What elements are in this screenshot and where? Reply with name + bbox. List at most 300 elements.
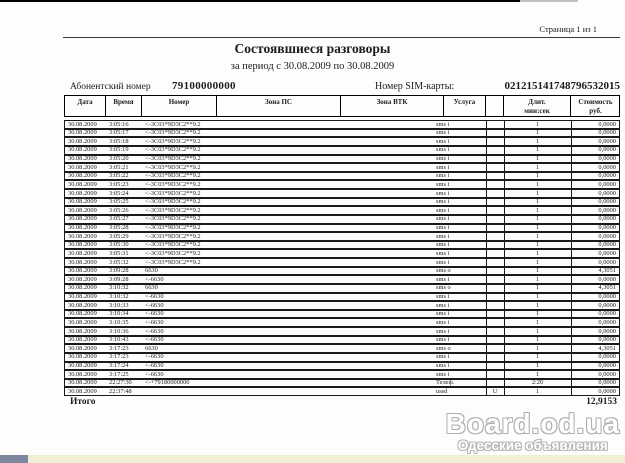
row-divider <box>504 276 505 283</box>
table-rows <box>64 120 620 396</box>
report-title: Состоявшиеся разговоры <box>234 41 391 56</box>
cell-duration: 1 <box>535 362 540 370</box>
row-divider <box>504 363 505 370</box>
cell-time: 3:09:28 <box>109 275 129 283</box>
row-divider <box>486 156 487 163</box>
row-divider <box>571 371 572 378</box>
scan-top-edge <box>0 0 520 2</box>
cell-time: 3:05:29 <box>109 232 129 240</box>
table-row <box>64 241 620 250</box>
table-row <box>64 327 620 336</box>
cell-date: 30.08.2009 <box>68 344 97 352</box>
cell-time: 3:17:23 <box>109 353 129 361</box>
row-divider <box>571 138 572 145</box>
cell-time: 3:05:16 <box>109 120 129 128</box>
cell-duration: 1 <box>535 232 540 240</box>
row-divider <box>571 302 572 309</box>
cell-cost: 0,0000 <box>598 137 616 145</box>
row-divider <box>571 345 572 352</box>
cell-cost: 4,3051 <box>598 344 616 352</box>
cell-cost: 0,0000 <box>598 387 616 395</box>
row-divider <box>504 147 505 154</box>
row-divider <box>571 225 572 232</box>
cell-number: <-6630 <box>145 362 164 370</box>
row-divider <box>486 354 487 361</box>
cell-duration: 1 <box>535 267 540 275</box>
row-divider <box>571 328 572 335</box>
subscriber-number-label: Абонентский номер <box>70 82 151 92</box>
cell-service: sms i <box>436 180 450 188</box>
col-header-zone-vtk: Зона ВТК <box>341 96 444 116</box>
cell-cost: 0,0000 <box>598 327 616 335</box>
cell-duration: 1 <box>535 137 540 145</box>
table-row <box>64 310 620 319</box>
col-header-time: Время <box>106 96 142 116</box>
table-row <box>64 284 620 293</box>
table-row <box>64 362 620 371</box>
row-divider <box>571 337 572 344</box>
cell-number: <-3C03*9D3C2**9.2 <box>145 258 201 266</box>
cell-time: 3:05:20 <box>109 155 129 163</box>
table-row <box>64 301 620 310</box>
cell-number: <-+79180000000 <box>145 379 190 387</box>
cell-duration: 1 <box>535 155 540 163</box>
row-divider <box>571 233 572 240</box>
row-divider <box>571 156 572 163</box>
cell-service: sms i <box>436 293 450 301</box>
cell-date: 30.08.2009 <box>68 215 97 223</box>
cell-date: 30.08.2009 <box>68 301 97 309</box>
row-divider <box>486 388 487 395</box>
cell-number: <-3C03*9D3C2**9.2 <box>145 249 201 257</box>
page-number-label: Страница 1 из 1 <box>539 24 597 34</box>
table-row <box>64 370 620 379</box>
cell-number: <-3C03*9D3C2**9.2 <box>145 198 201 206</box>
row-divider <box>504 121 505 128</box>
row-divider <box>504 199 505 206</box>
cell-number: <-6630 <box>145 275 164 283</box>
cell-time: 3:10:35 <box>109 318 129 326</box>
row-divider <box>504 302 505 309</box>
row-divider <box>504 207 505 214</box>
cell-service: sms o <box>436 284 451 292</box>
cell-duration: 1 <box>535 198 540 206</box>
cell-cost: 0,0000 <box>598 301 616 309</box>
cell-time: 3:05:21 <box>109 163 129 171</box>
cell-number: <-6630 <box>145 327 164 335</box>
cell-time: 3:05:25 <box>109 198 129 206</box>
cell-date: 30.08.2009 <box>68 172 97 180</box>
row-divider <box>486 242 487 249</box>
row-divider <box>571 268 572 275</box>
row-divider <box>486 147 487 154</box>
cell-cost: 0,0000 <box>598 232 616 240</box>
row-divider <box>504 164 505 171</box>
cell-date: 30.08.2009 <box>68 258 97 266</box>
row-divider <box>486 345 487 352</box>
bottom-strip <box>0 455 625 463</box>
table-row <box>64 353 620 362</box>
cell-date: 30.08.2009 <box>68 180 97 188</box>
cell-date: 30.08.2009 <box>68 137 97 145</box>
table-row <box>64 206 620 215</box>
cell-cost: 4,3051 <box>598 267 616 275</box>
cell-time: 3:05:32 <box>109 258 129 266</box>
cell-date: 30.08.2009 <box>68 206 97 214</box>
table-row <box>64 387 620 396</box>
row-divider <box>504 380 505 387</box>
cell-cost: 4,3051 <box>598 284 616 292</box>
cell-duration: 1 <box>535 241 540 249</box>
cell-number: <-3C03*9D3C2**9.2 <box>145 189 201 197</box>
row-divider <box>504 242 505 249</box>
cell-service: sms i <box>436 318 450 326</box>
cell-service: sms i <box>436 310 450 318</box>
cell-service: sms i <box>436 155 450 163</box>
cell-number: <-6630 <box>145 301 164 309</box>
row-divider <box>571 250 572 257</box>
row-divider <box>486 259 487 266</box>
row-divider <box>571 207 572 214</box>
cell-duration: 1 <box>535 180 540 188</box>
table-row <box>64 155 620 164</box>
cell-number: 6630 <box>145 267 158 275</box>
row-divider <box>486 121 487 128</box>
cell-time: 3:05:18 <box>109 137 129 145</box>
cell-duration: 1 <box>535 387 540 395</box>
cell-number: <-6630 <box>145 318 164 326</box>
cell-number: <-3C03*9D3C2**9.2 <box>145 224 201 232</box>
cell-service: sms i <box>436 258 450 266</box>
table-row <box>64 129 620 138</box>
cell-number: <-3C03*9D3C2**9.2 <box>145 129 201 137</box>
cell-number: <-3C03*9D3C2**9.2 <box>145 172 201 180</box>
row-divider <box>571 276 572 283</box>
cell-service: Телеф. <box>436 379 455 387</box>
row-divider <box>504 354 505 361</box>
cell-service: sms i <box>436 362 450 370</box>
row-divider <box>486 181 487 188</box>
cell-time: 3:10:34 <box>109 310 129 318</box>
cell-duration: 1 <box>535 275 540 283</box>
cell-date: 30.08.2009 <box>68 155 97 163</box>
cell-date: 30.08.2009 <box>68 189 97 197</box>
cell-cost: 0,0000 <box>598 120 616 128</box>
cell-time: 3:05:19 <box>109 146 129 154</box>
cell-duration: 2:20 <box>531 379 544 387</box>
table-row <box>64 336 620 345</box>
table-row <box>64 163 620 172</box>
row-divider <box>504 319 505 326</box>
cell-duration: 1 <box>535 293 540 301</box>
cell-date: 30.08.2009 <box>68 120 97 128</box>
col-header-number: Номер <box>142 96 217 116</box>
cell-service: sms i <box>436 249 450 257</box>
cell-number: <-6630 <box>145 336 164 344</box>
cell-service: sms o <box>436 267 451 275</box>
cell-date: 30.08.2009 <box>68 249 97 257</box>
row-divider <box>504 345 505 352</box>
table-row <box>64 189 620 198</box>
cell-service: sms i <box>436 301 450 309</box>
col-header-cost: Стоимость руб. <box>578 98 613 115</box>
table-row <box>64 215 620 224</box>
cell-duration: 1 <box>535 206 540 214</box>
cell-service: sms i <box>436 129 450 137</box>
cell-number: <-6630 <box>145 293 164 301</box>
table-row <box>64 318 620 327</box>
table-row <box>64 232 620 241</box>
cell-time: 3:05:22 <box>109 172 129 180</box>
cell-cost: 0,0000 <box>598 293 616 301</box>
cell-number: <-3C03*9D3C2**9.2 <box>145 155 201 163</box>
cell-time: 3:05:17 <box>109 129 129 137</box>
row-divider <box>486 363 487 370</box>
cell-duration: 1 <box>535 189 540 197</box>
row-divider <box>504 259 505 266</box>
sim-number-value: 021215141748796532015 <box>504 80 620 92</box>
account-info-row <box>64 79 620 94</box>
cell-cost: 0,0000 <box>598 146 616 154</box>
cell-duration: 1 <box>535 344 540 352</box>
cell-date: 30.08.2009 <box>68 362 97 370</box>
row-divider <box>486 199 487 206</box>
table-row <box>64 120 620 129</box>
cell-cost: 0,0000 <box>598 241 616 249</box>
cell-cost: 0,0000 <box>598 336 616 344</box>
scan-top-edge-fade <box>520 0 578 2</box>
cell-service: sms i <box>436 215 450 223</box>
row-divider <box>504 250 505 257</box>
cell-date: 30.08.2009 <box>68 310 97 318</box>
row-divider <box>571 190 572 197</box>
row-divider <box>486 276 487 283</box>
table-row <box>64 258 620 267</box>
watermark <box>446 409 620 453</box>
cell-service: sms i <box>436 146 450 154</box>
table-row <box>64 379 620 388</box>
cell-cost: 0,0000 <box>598 198 616 206</box>
row-divider <box>504 294 505 301</box>
row-divider <box>486 337 487 344</box>
cell-service: sms i <box>436 189 450 197</box>
cell-cost: 0,0000 <box>598 215 616 223</box>
cell-service: sms o <box>436 344 451 352</box>
watermark-site-name: Board.od.ua <box>445 408 620 439</box>
cell-cost: 0,0000 <box>598 275 616 283</box>
cell-duration: 1 <box>535 336 540 344</box>
cell-service: sms i <box>436 198 450 206</box>
cell-duration: 1 <box>535 353 540 361</box>
row-divider <box>571 216 572 223</box>
row-divider <box>571 285 572 292</box>
cell-time: 3:10:32 <box>109 293 129 301</box>
cell-cost: 0,0000 <box>598 362 616 370</box>
cell-service: sms i <box>436 336 450 344</box>
cell-service: sms i <box>436 224 450 232</box>
row-divider <box>486 138 487 145</box>
table-row <box>64 172 620 181</box>
cell-cost: 0,0000 <box>598 206 616 214</box>
col-header-flag <box>486 96 504 116</box>
row-divider <box>571 181 572 188</box>
cell-time: 3:05:30 <box>109 241 129 249</box>
cell-time: 3:17:23 <box>109 344 129 352</box>
cell-service: sms i <box>436 370 450 378</box>
cell-date: 30.08.2009 <box>68 275 97 283</box>
cell-date: 30.08.2009 <box>68 370 97 378</box>
cell-time: 3:05:28 <box>109 224 129 232</box>
cell-time: 3:09:28 <box>109 267 129 275</box>
cell-cost: 0,0000 <box>598 163 616 171</box>
cell-number: <-6630 <box>145 370 164 378</box>
cell-number: <-3C03*9D3C2**9.2 <box>145 137 201 145</box>
cell-cost: 0,0000 <box>598 155 616 163</box>
col-header-duration: Длит. мин:сек <box>504 96 571 116</box>
table-row <box>64 180 620 189</box>
cell-cost: 0,0000 <box>598 189 616 197</box>
row-divider <box>571 121 572 128</box>
row-divider <box>486 319 487 326</box>
header-rule <box>63 37 620 38</box>
cell-duration: 1 <box>535 163 540 171</box>
cell-date: 30.08.2009 <box>68 284 97 292</box>
cell-duration: 1 <box>535 249 540 257</box>
cell-date: 30.08.2009 <box>68 336 97 344</box>
cell-cost: 0,0000 <box>598 258 616 266</box>
cell-duration: 1 <box>535 310 540 318</box>
cell-service: sms i <box>436 353 450 361</box>
cell-date: 30.08.2009 <box>68 198 97 206</box>
row-divider <box>571 363 572 370</box>
row-divider <box>504 138 505 145</box>
cell-time: 3:10:33 <box>109 301 129 309</box>
table-row <box>64 344 620 353</box>
cell-time: 3:05:23 <box>109 180 129 188</box>
row-divider <box>486 216 487 223</box>
cell-date: 30.08.2009 <box>68 353 97 361</box>
row-divider <box>571 319 572 326</box>
cell-date: 30.08.2009 <box>68 387 97 395</box>
cell-duration: 1 <box>535 172 540 180</box>
row-divider <box>504 337 505 344</box>
row-divider <box>486 268 487 275</box>
cell-date: 30.08.2009 <box>68 327 97 335</box>
cell-time: 22:37:48 <box>109 387 132 395</box>
cell-service: sms i <box>436 137 450 145</box>
row-divider <box>504 216 505 223</box>
row-divider <box>504 388 505 395</box>
row-divider <box>571 388 572 395</box>
table-row <box>64 275 620 284</box>
cell-cost: 0,0000 <box>598 129 616 137</box>
cell-cost: 0,0000 <box>598 224 616 232</box>
row-divider <box>571 199 572 206</box>
row-divider <box>571 294 572 301</box>
cell-service: sms i <box>436 275 450 283</box>
row-divider <box>486 302 487 309</box>
row-divider <box>486 225 487 232</box>
cell-number: <-6630 <box>145 353 164 361</box>
cell-number: 6630 <box>145 284 158 292</box>
cell-date: 30.08.2009 <box>68 318 97 326</box>
cell-cost: 0,0000 <box>598 353 616 361</box>
row-divider <box>486 328 487 335</box>
row-divider <box>486 311 487 318</box>
cell-date: 30.08.2009 <box>68 224 97 232</box>
row-divider <box>486 285 487 292</box>
row-divider <box>486 250 487 257</box>
cell-cost: 0,0000 <box>598 370 616 378</box>
row-divider <box>571 380 572 387</box>
cell-service: sms i <box>436 241 450 249</box>
cell-cost: 0,0000 <box>598 180 616 188</box>
table-row <box>64 146 620 155</box>
table-row <box>64 224 620 233</box>
cell-number: <-3C03*9D3C2**9.2 <box>145 163 201 171</box>
cell-duration: 1 <box>535 258 540 266</box>
table-row <box>64 137 620 146</box>
cell-number: <-3C03*9D3C2**9.2 <box>145 146 201 154</box>
row-divider <box>504 190 505 197</box>
row-divider <box>571 147 572 154</box>
cell-cost: 0,0000 <box>598 379 616 387</box>
cell-duration: 1 <box>535 327 540 335</box>
cell-time: 22:27:30 <box>109 379 132 387</box>
cell-number: <-3C03*9D3C2**9.2 <box>145 120 201 128</box>
row-divider <box>504 156 505 163</box>
cell-service: sms i <box>436 172 450 180</box>
cell-time: 3:17:24 <box>109 362 129 370</box>
cell-service: sms i <box>436 206 450 214</box>
cell-duration: 1 <box>535 224 540 232</box>
cell-service: sms i <box>436 120 450 128</box>
cell-date: 30.08.2009 <box>68 293 97 301</box>
row-divider <box>504 285 505 292</box>
col-header-service: Услуга <box>444 96 486 116</box>
report-period: за период с 30.08.2009 по 30.08.2009 <box>230 61 395 72</box>
cell-time: 3:17:25 <box>109 370 129 378</box>
col-header-zone-ps: Зона ПС <box>217 96 341 116</box>
row-divider <box>504 173 505 180</box>
cell-duration: 1 <box>535 120 540 128</box>
row-divider <box>504 233 505 240</box>
row-divider <box>571 311 572 318</box>
row-divider <box>486 130 487 137</box>
row-divider <box>486 371 487 378</box>
table-row <box>64 293 620 302</box>
cell-service: sms i <box>436 327 450 335</box>
cell-date: 30.08.2009 <box>68 241 97 249</box>
cell-time: 3:05:26 <box>109 206 129 214</box>
col-header-date: Дата <box>65 96 106 116</box>
sim-number-label: Номер SIM-карты: <box>375 81 455 92</box>
table-row <box>64 249 620 258</box>
cell-cost: 0,0000 <box>598 318 616 326</box>
total-label: Итого <box>70 397 96 407</box>
cell-service: sms i <box>436 163 450 171</box>
cell-duration: 1 <box>535 318 540 326</box>
table-row <box>64 198 620 207</box>
cell-cost: 0,0000 <box>598 172 616 180</box>
cell-duration: 1 <box>535 215 540 223</box>
cell-duration: 1 <box>535 284 540 292</box>
cell-time: 3:05:31 <box>109 249 129 257</box>
cell-date: 30.08.2009 <box>68 129 97 137</box>
cell-time: 3:10:36 <box>109 327 129 335</box>
cell-number: <-6630 <box>145 310 164 318</box>
subscriber-number-value: 79100000000 <box>172 80 236 92</box>
